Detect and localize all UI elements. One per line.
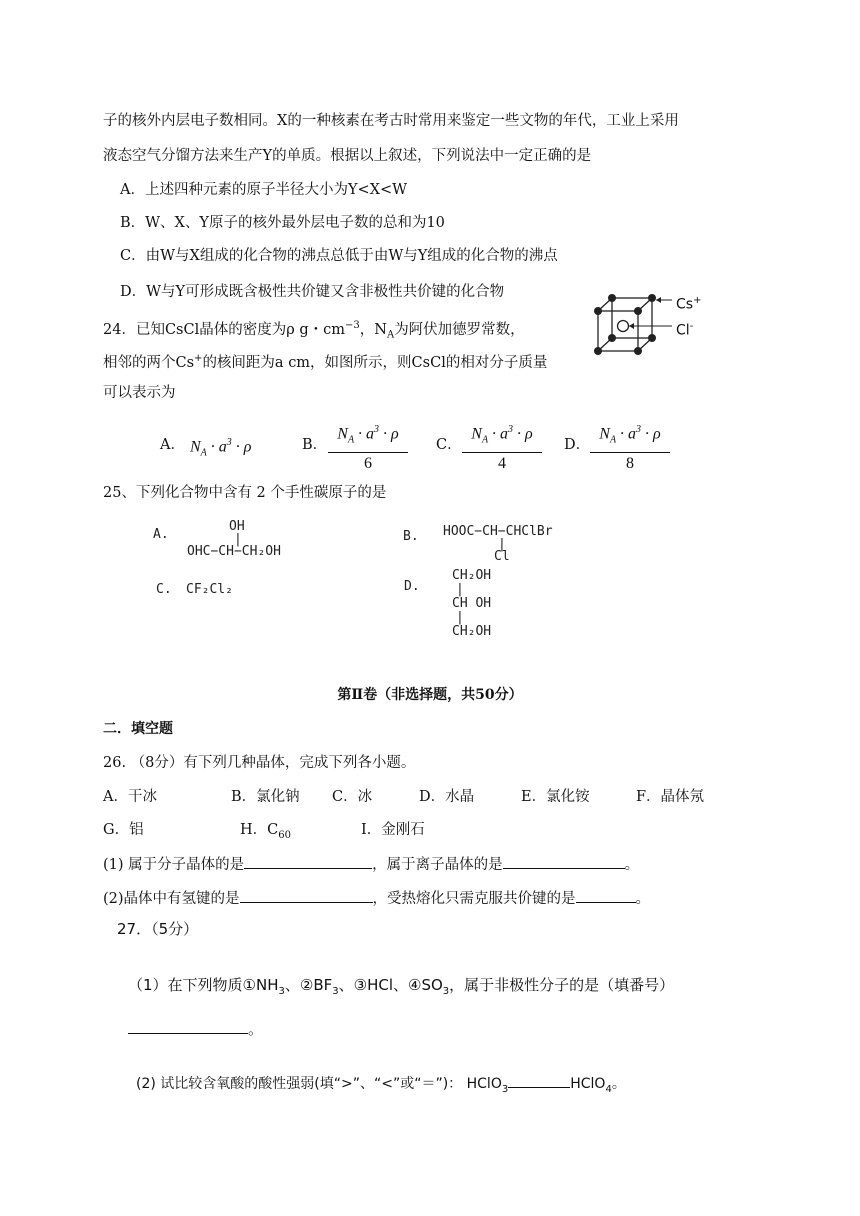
q26-blank-ionic[interactable] — [503, 854, 625, 869]
q23-option-b: B．W、X、Y原子的核外最外层电子数的总和为10 — [120, 215, 445, 231]
q26-part2: (2)晶体中有氢键的是 ，受热熔化只需克服共价键的是 。 — [103, 888, 650, 909]
q26-blank-hydrogen-bond[interactable] — [240, 888, 373, 903]
q25-option-c-label: C. — [156, 582, 172, 597]
q23-line1: 子的核外内层电子数相同。X的一种核素在考古时常用来鉴定一些文物的年代，工业上采用 — [103, 113, 679, 129]
q26-choice-a: A．干冰 — [103, 789, 157, 805]
q24-option-c-fraction: $\frac{N_A \cdot a^3 \cdot \rho}{4}$ — [462, 420, 542, 475]
q25-d-line2: CH OH — [452, 596, 492, 611]
q26-choice-d: D．水晶 — [419, 789, 475, 805]
q26-choice-c: C．冰 — [332, 789, 373, 805]
q25-stem: 25、下列化合物中含有 2 个手性碳原子的是 — [103, 485, 387, 501]
section-heading-fill-in: 二．填空题 — [103, 721, 173, 737]
q25-option-a-label: A. — [153, 527, 169, 542]
q26-blank-molecular[interactable] — [244, 854, 372, 869]
q25-a-formula: OHC−CH−CH₂OH — [187, 544, 281, 559]
q25-d-bond1: | — [456, 582, 464, 597]
q27-part2: (2) 试比较含氧酸的酸性强弱(填“>”、“<”或“＝”)： HClO$_3$ HClO$_4$。 — [136, 1073, 626, 1100]
q24-option-b-label: B． — [302, 437, 328, 453]
q25-option-d-label: D. — [404, 579, 420, 594]
q25-d-line3: CH₂OH — [452, 624, 492, 639]
q23-option-d: D．W与Y可形成既含极性共价键又含非极性共价键的化合物 — [120, 284, 505, 300]
q24-option-a-expr: $N_A \cdot a^3 \cdot \rho$ — [190, 437, 252, 459]
q25-d-line1: CH₂OH — [452, 568, 492, 583]
part2-title: 第Ⅱ卷（非选择题，共50分） — [337, 687, 523, 703]
q24-option-c-label: C． — [436, 437, 462, 453]
q23-line2: 液态空气分馏方法来生产Y的单质。根据以上叙述，下列说法中一定正确的是 — [103, 148, 592, 164]
q25-b-formula: HOOC−CH−CHClBr — [443, 524, 553, 539]
q26-blank-covalent[interactable] — [576, 888, 636, 903]
q27-stem: 27．（5分） — [117, 920, 199, 938]
q27-part1-answer-line: 。 — [128, 1019, 263, 1039]
q26-choice-g: G．铝 — [103, 822, 144, 838]
q24-option-a-label: A． — [160, 437, 185, 453]
q26-choice-h: H．$C_{60}$ — [240, 822, 291, 841]
cs-ion-label: Cs+ — [676, 295, 702, 313]
q24-line1: 24．已知CsCl晶体的密度为ρ g・$cm^{-3}$，$N_A$为阿伏加德罗常数， — [103, 320, 525, 341]
q23-option-c: C．由W与X组成的化合物的沸点总低于由W与Y组成的化合物的沸点 — [120, 248, 558, 264]
q27-blank-acid-compare[interactable] — [508, 1073, 570, 1088]
q24-line2: 相邻的两个Cs+的核间距为a cm，如图所示，则CsCl的相对分子质量 — [103, 353, 548, 371]
q26-choice-b: B．氯化钠 — [231, 789, 300, 805]
q25-c-formula: CF₂Cl₂ — [186, 582, 233, 597]
q27-blank-nonpolar[interactable] — [128, 1019, 248, 1034]
q25-a-oh: OH — [229, 519, 245, 534]
q25-a-bond: | — [234, 532, 242, 547]
q24-line3: 可以表示为 — [103, 385, 176, 401]
q25-option-b-label: B. — [403, 529, 419, 544]
q25-d-bond2: | — [456, 610, 464, 625]
q26-choice-f: F．晶体氖 — [636, 789, 705, 805]
q24-option-d-fraction: $\frac{N_A \cdot a^3 \cdot \rho}{8}$ — [590, 420, 670, 475]
q27-part1: （1）在下列物质$①NH_3$、$②BF_3$、③HCl、$④SO_3$，属于非极性分子的是（填番号） — [128, 976, 675, 997]
q26-part1: (1) 属于分子晶体的是 ，属于离子晶体的是 。 — [103, 854, 639, 875]
q26-choice-i: I．金刚石 — [361, 822, 425, 838]
q26-choice-e: E．氯化铵 — [521, 789, 590, 805]
cl-ion-label: Cl- — [676, 321, 694, 339]
q25-b-bond: | — [498, 537, 506, 552]
q25-b-cl: Cl — [494, 549, 510, 564]
q26-stem: 26. （8分）有下列几种晶体，完成下列各小题。 — [103, 755, 416, 771]
q24-option-d-label: D． — [564, 437, 591, 453]
q24-option-b-fraction: $\frac{N_A \cdot a^3 \cdot \rho}{6}$ — [328, 420, 408, 475]
q23-option-a: A．上述四种元素的原子半径大小为Y<X<W — [120, 182, 408, 198]
